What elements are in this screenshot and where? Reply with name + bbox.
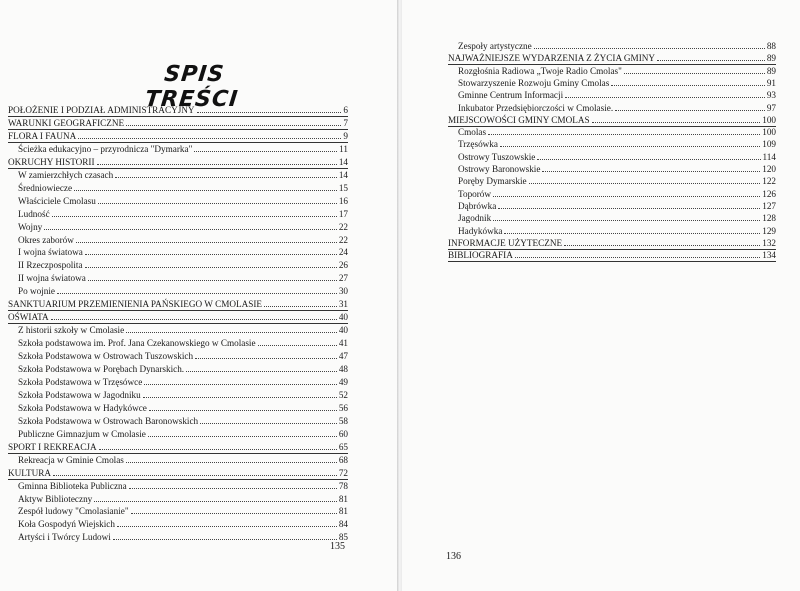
toc-subentry [8, 221, 348, 233]
toc-subentry [8, 363, 348, 375]
toc-dot-leader [131, 513, 337, 514]
toc-entry-title: Artyści i Twórcy Ludowi [18, 532, 111, 543]
toc-dot-leader [493, 196, 760, 197]
page-number-left: 135 [330, 541, 345, 552]
toc-entry-page: 78 [338, 480, 348, 491]
toc-subentry [8, 402, 348, 414]
toc-dot-leader [498, 208, 760, 209]
toc-entry-title: Szkoła Podstawowa w Trzęsówce [18, 376, 143, 387]
toc-subentry [8, 195, 348, 207]
toc-subentry [8, 518, 348, 530]
toc-entry-title: MIEJSCOWOŚCI GMINY CMOLAS [448, 114, 590, 125]
toc-dot-leader [88, 280, 337, 281]
toc-entry-title: I wojna światowa [18, 247, 83, 258]
toc-subentry [8, 428, 348, 440]
toc-section-entry [448, 249, 776, 261]
toc-subentry [8, 208, 348, 220]
toc-subentry [448, 138, 776, 150]
toc-entry-page: 15 [338, 182, 348, 193]
toc-subentry [8, 143, 348, 155]
toc-subentry [8, 246, 348, 258]
toc-dot-leader [515, 257, 760, 258]
toc-dot-leader [493, 220, 760, 221]
toc-entry-page: 81 [338, 506, 348, 517]
toc-dot-leader [264, 306, 337, 307]
toc-dot-leader [529, 183, 761, 184]
toc-dot-leader [195, 358, 337, 359]
toc-section-entry [8, 467, 348, 479]
toc-subentry [448, 188, 776, 200]
toc-entry-page: 81 [338, 493, 348, 504]
toc-subentry [8, 285, 348, 297]
toc-entry-title: Dąbrówka [458, 200, 497, 211]
toc-title: SPIS TREŚCI [143, 62, 240, 112]
toc-subentry [8, 169, 348, 181]
toc-dot-leader [129, 488, 337, 489]
toc-dot-leader [149, 410, 337, 411]
toc-entry-page: 31 [338, 299, 348, 310]
toc-section-entry [8, 156, 348, 168]
toc-subentry [448, 151, 776, 163]
toc-entry-page: 22 [338, 234, 348, 245]
toc-entry-title: Zespół ludowy "Cmolasianie" [18, 506, 129, 517]
toc-subentry [448, 126, 776, 138]
toc-dot-leader [488, 134, 760, 135]
toc-entry-page: 52 [338, 389, 348, 400]
toc-subentry [448, 77, 776, 89]
toc-entry-title: Wojny [18, 221, 43, 232]
toc-entry-title: Jagodnik [458, 213, 492, 224]
toc-dot-leader [74, 190, 337, 191]
toc-dot-leader [44, 229, 337, 230]
toc-subentry [448, 89, 776, 101]
toc-section-entry [8, 130, 348, 142]
toc-section-entry [8, 441, 348, 453]
left-page [0, 0, 398, 591]
toc-entry-page: 109 [762, 139, 776, 150]
toc-dot-leader [186, 371, 337, 372]
toc-entry-page: 14 [338, 169, 348, 180]
toc-subentry [8, 350, 348, 362]
toc-entry-title: NAJWAŻNIEJSZE WYDARZENIA Z ŻYCIA GMINY [448, 53, 656, 64]
toc-dot-leader [144, 384, 337, 385]
toc-subentry [8, 389, 348, 401]
toc-entry-title: Toporów [458, 188, 492, 199]
toc-entry-title: Stowarzyszenie Rozwoju Gminy Cmolas [458, 77, 610, 88]
toc-section-entry [8, 298, 348, 310]
toc-entry-title: Poręby Dymarskie [458, 176, 527, 187]
toc-entry-page: 49 [338, 376, 348, 387]
toc-entry-page: 97 [766, 102, 776, 113]
toc-dot-leader [126, 125, 341, 126]
toc-subentry [8, 480, 348, 492]
toc-subentry [8, 505, 348, 517]
toc-entry-title: Rozgłośnia Radiowa „Twoje Radio Cmolas" [458, 65, 622, 76]
toc-entry-title: KULTURA [8, 467, 52, 478]
toc-entry-page: 91 [766, 77, 776, 88]
toc-subentry [448, 225, 776, 237]
toc-entry-page: 100 [762, 127, 776, 138]
toc-entry-page: 26 [338, 260, 348, 271]
toc-entry-page: 30 [338, 286, 348, 297]
toc-entry-title: W zamierzchłych czasach [18, 169, 114, 180]
toc-entry-page: 89 [766, 65, 776, 76]
toc-entry-page: 122 [762, 176, 776, 187]
toc-dot-leader [126, 332, 337, 333]
toc-dot-leader [51, 319, 337, 320]
toc-entry-title: Koła Gospodyń Wiejskich [18, 519, 115, 530]
toc-entry-title: OKRUCHY HISTORII [8, 156, 95, 167]
toc-dot-leader [500, 146, 760, 147]
toc-entry-page: 129 [762, 225, 776, 236]
toc-subentry [8, 182, 348, 194]
toc-dot-leader [537, 159, 760, 160]
toc-entry-title: BIBLIOGRAFIA [448, 250, 513, 261]
toc-dot-leader [592, 122, 761, 123]
toc-entry-title: Zespoły artystyczne [458, 41, 532, 51]
toc-entry-page: 27 [338, 273, 348, 284]
toc-entry-title: Rekreacja w Gminie Cmolas [18, 454, 124, 465]
toc-entry-page: 24 [338, 247, 348, 258]
toc-dot-leader [76, 242, 337, 243]
toc-entry-title: Publiczne Gimnazjum w Cmolasie [18, 428, 146, 439]
toc-entry-page: 65 [338, 441, 348, 452]
toc-entry-title: Szkoła Podstawowa w Porębach Dynarskich. [18, 364, 185, 374]
toc-dot-leader [85, 254, 337, 255]
toc-entry-title: Z historii szkoły w Cmolasie [18, 325, 125, 336]
toc-entry-page: 114 [762, 151, 776, 162]
toc-dot-leader [564, 245, 760, 246]
toc-subentry [8, 493, 348, 505]
toc-dot-leader [200, 423, 337, 424]
toc-subentry [8, 415, 348, 427]
toc-subentry [8, 324, 348, 336]
toc-entry-title: Cmolas [458, 127, 487, 138]
toc-entry-title: INFORMACJE UŻYTECZNE [448, 237, 563, 248]
toc-dot-leader [53, 475, 337, 476]
toc-entry-page: 9 [343, 130, 348, 141]
toc-entry-title: Szkoła Podstawowa w Jagodniku [18, 389, 141, 400]
toc-entry-title: II wojna światowa [18, 273, 86, 284]
toc-section-entry [8, 311, 348, 323]
toc-subentry [448, 212, 776, 224]
toc-dot-leader [143, 397, 337, 398]
toc-dot-leader [611, 85, 764, 86]
toc-dot-leader [98, 203, 337, 204]
toc-entry-page: 22 [338, 221, 348, 232]
toc-section-entry [8, 117, 348, 129]
toc-entry-page: 17 [338, 208, 348, 219]
toc-entry-title: WARUNKI GEOGRAFICZNE [8, 117, 125, 128]
toc-subentry [448, 175, 776, 187]
section-underline [448, 261, 776, 262]
toc-dot-leader [657, 60, 765, 61]
toc-dot-leader [565, 97, 765, 98]
toc-dot-leader [126, 462, 337, 463]
toc-subentry [8, 272, 348, 284]
toc-entry-page: 134 [762, 250, 776, 261]
toc-section-entry [448, 237, 776, 249]
toc-section-entry [448, 114, 776, 126]
toc-dot-leader [624, 73, 765, 74]
toc-entry-page: 40 [338, 325, 348, 336]
toc-dot-leader [94, 501, 337, 502]
toc-dot-leader [117, 526, 337, 527]
toc-entry-title: Właściciele Cmolasu [18, 195, 96, 206]
toc-dot-leader [197, 112, 342, 113]
toc-entry-title: Ścieżka edukacyjno – przyrodnicza "Dymarka" [18, 143, 193, 154]
toc-dot-leader [534, 48, 765, 49]
toc-entry-title: Hadykówka [458, 225, 503, 236]
toc-entry-page: 14 [338, 156, 348, 167]
toc-dot-leader [85, 267, 337, 268]
toc-subentry [448, 102, 776, 114]
toc-entry-page: 84 [338, 519, 348, 530]
toc-entry-page: 132 [762, 237, 776, 248]
toc-entry-page: 68 [338, 454, 348, 465]
toc-entry-title: Szkoła Podstawowa w Ostrowach Baronowskich [18, 415, 199, 426]
toc-dot-leader [504, 233, 760, 234]
toc-entry-page: 58 [338, 415, 348, 426]
toc-subentry [8, 259, 348, 271]
toc-entry-page: 89 [766, 53, 776, 64]
toc-entry-title: Ostrowy Tuszowskie [458, 151, 536, 162]
toc-entry-page: 6 [343, 105, 348, 115]
page-number-right: 136 [446, 551, 461, 562]
toc-subentry [448, 65, 776, 77]
toc-entry-page: 88 [766, 41, 776, 51]
toc-dot-leader [113, 539, 337, 540]
toc-entry-page: 16 [338, 195, 348, 206]
toc-entry-title: Ostrowy Baronowskie [458, 164, 541, 174]
toc-section-entry [8, 104, 348, 116]
toc-entry-title: Ludność [18, 208, 50, 219]
toc-subentry [8, 531, 348, 543]
toc-dot-leader [97, 164, 337, 165]
toc-entry-page: 72 [338, 467, 348, 478]
toc-entry-title: OŚWIATA [8, 312, 49, 323]
toc-entry-page: 41 [338, 338, 348, 349]
toc-entry-page: 93 [766, 90, 776, 101]
toc-subentry [448, 40, 776, 52]
toc-entry-title: SANKTUARIUM PRZEMIENIENIA PAŃSKIEGO W CMOLASIE [8, 299, 263, 310]
toc-entry-page: 47 [338, 351, 348, 362]
toc-entry-title: Okres zaborów [18, 234, 74, 245]
toc-dot-leader [542, 171, 760, 172]
toc-entry-page: 128 [762, 213, 776, 224]
toc-entry-page: 126 [762, 188, 776, 199]
toc-dot-leader [258, 345, 337, 346]
toc-subentry [8, 337, 348, 349]
toc-entry-page: 85 [338, 532, 348, 543]
toc-subentry [8, 454, 348, 466]
toc-entry-title: Gminne Centrum Informacji [458, 90, 564, 101]
toc-subentry [8, 234, 348, 246]
toc-entry-title: POŁOŻENIE I PODZIAŁ ADMINISTRACYJNY [8, 105, 195, 115]
toc-dot-leader [78, 138, 341, 139]
toc-subentry [448, 200, 776, 212]
toc-entry-page: 100 [762, 114, 776, 125]
toc-entry-page: 127 [762, 200, 776, 211]
toc-entry-title: Średniowiecze [18, 182, 73, 193]
toc-entry-page: 120 [762, 164, 776, 174]
toc-entry-page: 60 [338, 428, 348, 439]
toc-dot-leader [57, 293, 337, 294]
toc-entry-title: Po wojnie [18, 286, 56, 297]
toc-dot-leader [148, 436, 337, 437]
toc-entry-title: Trzęsówka [458, 139, 498, 150]
toc-entry-title: FLORA I FAUNA [8, 130, 77, 141]
toc-entry-page: 7 [343, 117, 348, 128]
toc-subentry [8, 376, 348, 388]
toc-entry-title: Aktyw Biblioteczny [18, 493, 93, 504]
toc-dot-leader [115, 177, 337, 178]
toc-dot-leader [52, 216, 337, 217]
right-page [402, 0, 800, 591]
toc-entry-title: Szkoła Podstawowa w Hadykówce [18, 402, 147, 413]
toc-entry-page: 48 [338, 364, 348, 374]
toc-subentry [448, 163, 776, 175]
toc-entry-title: Szkoła podstawowa im. Prof. Jana Czekanowskiego w Cmolasie [18, 338, 256, 349]
toc-entry-page: 40 [338, 312, 348, 323]
toc-dot-leader [615, 110, 765, 111]
toc-section-entry [448, 52, 776, 64]
toc-entry-title: SPORT I REKREACJA [8, 441, 97, 452]
toc-entry-title: Inkubator Przedsiębiorczości w Cmolasie. [458, 102, 614, 113]
toc-entry-title: II Rzeczpospolita [18, 260, 83, 271]
toc-dot-leader [194, 151, 337, 152]
toc-entry-page: 11 [339, 143, 348, 154]
toc-entry-title: Gminna Biblioteka Publiczna [18, 480, 127, 491]
toc-entry-title: Szkoła Podstawowa w Ostrowach Tuszowskich [18, 351, 194, 362]
toc-entry-page: 56 [338, 402, 348, 413]
toc-dot-leader [99, 449, 337, 450]
